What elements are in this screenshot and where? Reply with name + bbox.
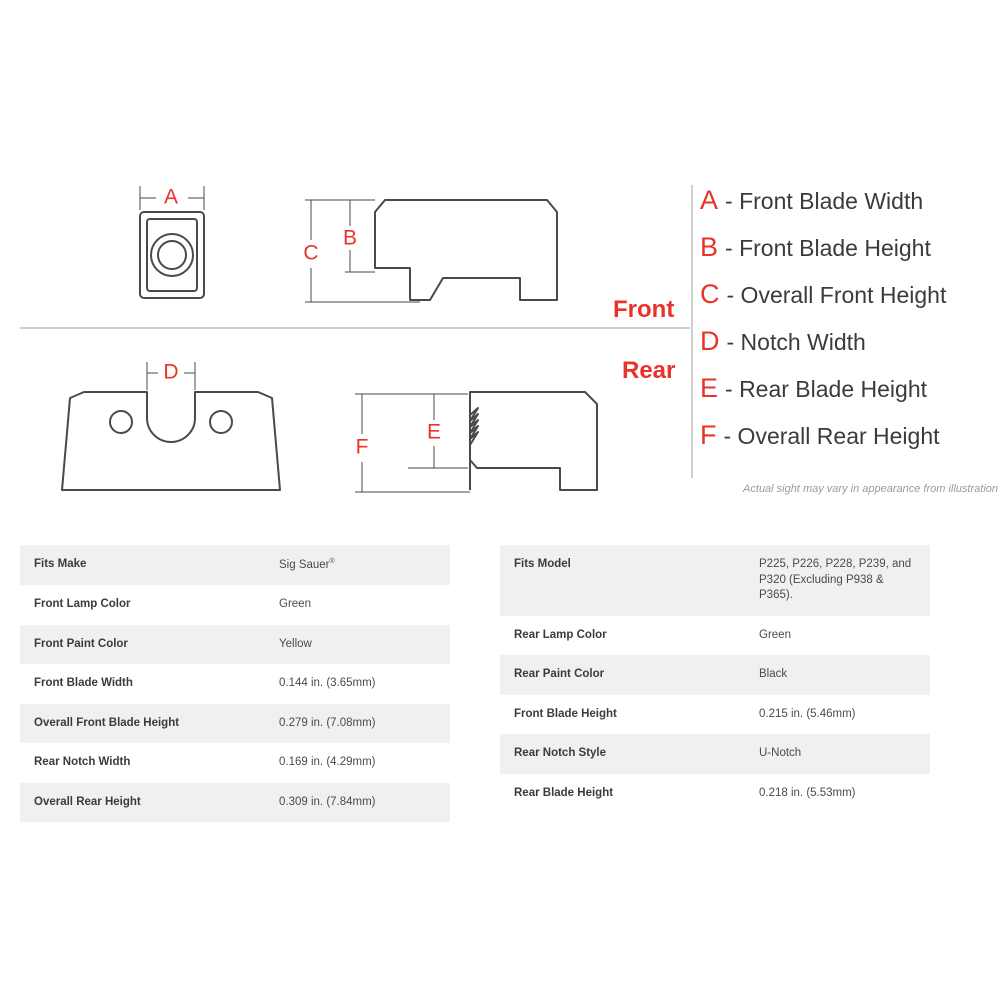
spec-label: Front Paint Color [34,637,128,650]
rear-sight-face [62,392,280,490]
dimension-f [355,394,470,492]
legend-text-a: - Front Blade Width [725,188,924,214]
spec-value: 0.218 in. (5.53mm) [759,786,856,799]
spec-value: 0.309 in. (7.84mm) [279,795,376,808]
legend-letter-d: D [700,326,720,356]
spec-table-left [20,545,450,822]
rear-view-label: Rear [622,357,676,384]
legend-disclaimer: Actual sight may vary in appearance from illustration [743,483,998,495]
spec-label: Rear Lamp Color [514,628,607,641]
legend-item-c [700,279,1000,326]
legend-item-d [700,326,1000,373]
legend-letter-c: C [700,279,720,309]
spec-value-text: Sig Sauer [279,558,330,571]
spec-value: Green [759,628,791,641]
table-row [20,704,450,744]
legend-text-b: - Front Blade Height [725,235,931,261]
spec-label: Overall Front Blade Height [34,716,180,729]
spec-label: Rear Notch Style [514,747,607,760]
legend-item-b [700,232,1000,279]
spec-value: P225, P226, P228, P239, and P320 (Excluding P938 & P365). [759,558,912,602]
spec-label: Rear Paint Color [514,668,605,681]
legend-item-f [700,420,1000,467]
spec-value: 0.279 in. (7.08mm) [279,716,376,729]
table-row [20,545,450,585]
legend-letter-f: F [700,420,717,450]
legend-item-a [700,185,1000,232]
table-row [500,655,930,695]
legend-letter-e: E [700,373,719,403]
spec-label: Rear Blade Height [514,786,614,799]
callout-f: F [355,435,369,459]
spec-value: 0.169 in. (4.29mm) [279,756,376,769]
table-row [500,695,930,735]
legend-text-d: - Notch Width [726,329,866,355]
table-row [500,774,930,814]
table-row [500,616,930,656]
spec-value: Yellow [279,637,312,650]
spec-value: 0.144 in. (3.65mm) [279,677,376,690]
legend [700,185,1000,467]
front-sight-profile [375,200,557,300]
table-row [500,734,930,774]
front-view-label: Front [613,296,675,323]
legend-text-c: - Overall Front Height [726,282,947,308]
spec-value: Black [759,668,788,681]
spec-value: Green [279,598,311,611]
spec-label: Front Lamp Color [34,598,131,611]
rear-sight-profile [470,392,597,490]
dimension-c [305,200,420,302]
spec-label: Front Blade Height [514,707,617,720]
callout-d: D [163,360,179,384]
table-row [20,783,450,823]
spec-value: U-Notch [759,747,802,760]
spec-value: 0.215 in. (5.46mm) [759,707,856,720]
legend-letter-b: B [700,232,719,262]
spec-table-right [500,545,930,822]
spec-label: Rear Notch Width [34,756,131,769]
registered-mark: ® [329,558,335,565]
table-row [20,664,450,704]
callout-c: C [303,241,319,265]
spec-value [279,557,436,573]
spec-label: Fits Make [34,558,87,570]
table-row [20,625,450,665]
callout-b: B [342,226,358,250]
legend-text-f: - Overall Rear Height [723,423,940,449]
spec-label: Overall Rear Height [34,795,141,808]
table-row [500,545,930,616]
spec-tables [0,545,1000,822]
front-sight-face [140,212,204,298]
spec-label: Fits Model [514,558,571,570]
spec-label: Front Blade Width [34,677,133,690]
legend-item-e [700,373,1000,420]
legend-text-e: - Rear Blade Height [725,376,928,402]
callout-e: E [426,420,442,444]
callout-a: A [163,185,179,209]
table-row [20,585,450,625]
table-row [20,743,450,783]
legend-letter-a: A [700,185,719,215]
